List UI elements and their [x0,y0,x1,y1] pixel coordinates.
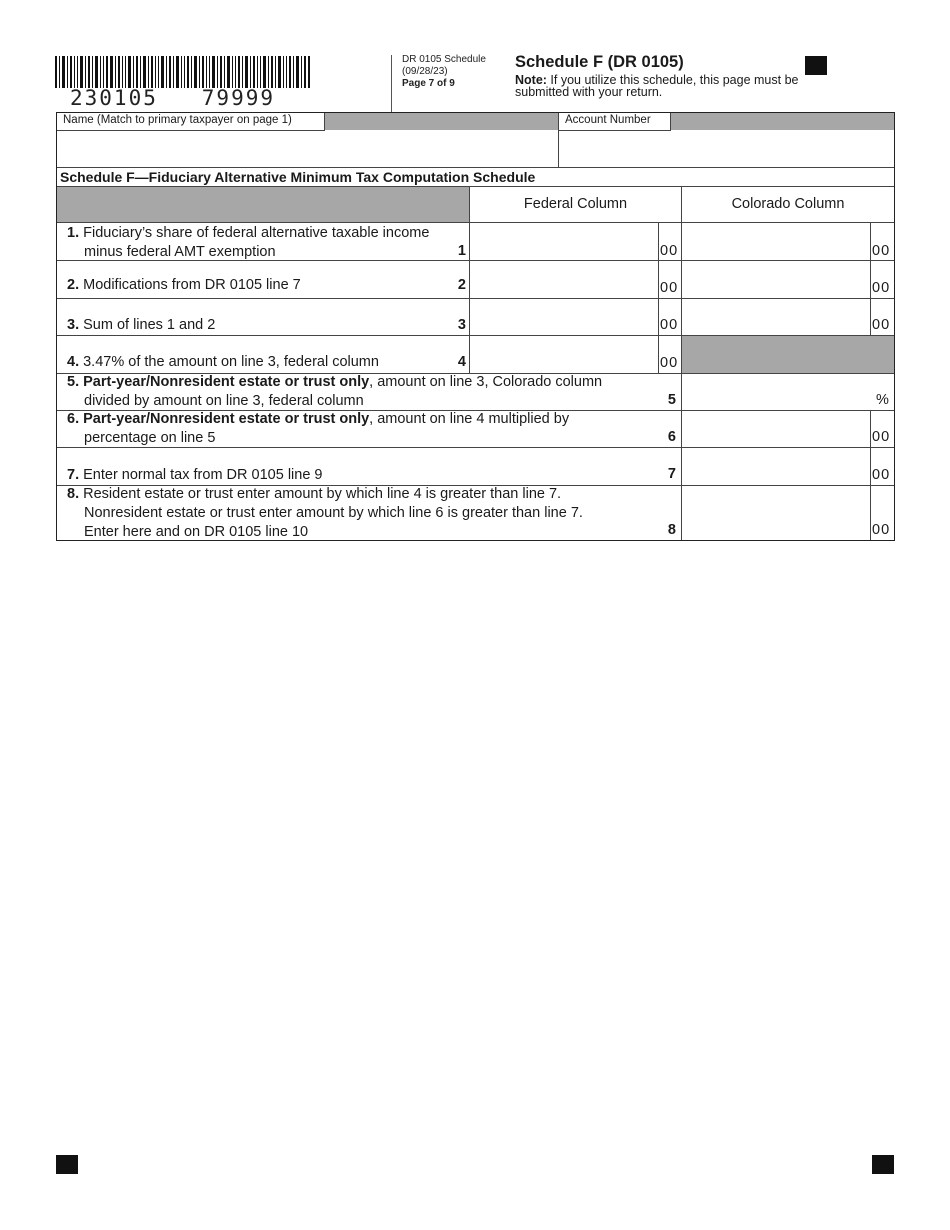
header-divider [391,55,392,112]
line-8-colorado-input[interactable] [682,486,870,540]
name-input[interactable] [57,131,557,167]
line-7-description [67,466,322,485]
line-1-text-cont: minus federal AMT exemption [84,244,276,260]
line-4-number: 4. [67,354,80,370]
name-label: Name (Match to primary taxpayer on page 1) [57,113,325,131]
line-6-bold-text: Part-year/Nonresident estate or trust only [79,411,370,427]
line-2-federal-input[interactable] [470,261,658,298]
registration-mark-bottom-left [56,1155,78,1174]
registration-mark-top-right [805,56,827,75]
line-6-text: , amount on line 4 multiplied by [369,411,570,427]
line-4-colorado-shade [682,336,894,373]
line-3-colorado-cents: 00 [872,317,891,333]
line-5-colorado-input[interactable] [682,374,894,410]
form-id-block [402,54,486,90]
line-1-colorado-input[interactable] [682,223,870,260]
line-1-description [67,224,429,262]
line-8-number: 8. [67,486,80,502]
line-3-colorado-input[interactable] [682,299,870,335]
barcode [55,56,310,88]
line-1-colorado-cents: 00 [872,243,891,259]
line-2-box-number: 2 [457,277,466,293]
row-divider [57,167,894,168]
line-4-description [67,353,379,372]
line-4-text: 3.47% of the amount on line 3, federal column [79,354,379,370]
line-5-text: , amount on line 3, Colorado column [369,374,603,390]
line-1-federal-cents: 00 [660,243,679,259]
colorado-cents-divider [870,223,871,336]
header-shade [57,187,469,222]
line-2-federal-cents: 00 [660,280,679,296]
line-8-text-cont-2: Enter here and on DR 0105 line 10 [84,524,309,540]
line-3-number: 3. [67,317,80,333]
line-7-box-number: 7 [667,466,676,482]
submission-note [515,74,805,98]
line-3-box-number: 3 [457,317,466,333]
line-2-description [67,276,301,295]
line-6-colorado-cents: 00 [872,429,891,445]
page-title: Schedule F (DR 0105) [515,53,684,71]
line-7-colorado-cents: 00 [872,467,891,483]
colorado-column-header: Colorado Column [731,196,845,212]
barcode-number: 230105 79999 [70,86,276,110]
federal-column-header: Federal Column [523,196,628,212]
line-4-federal-cents: 00 [660,355,679,371]
line-3-description [67,316,215,335]
note-label: Note: [515,73,547,87]
line-7-colorado-input[interactable] [682,448,870,485]
line-1-number: 1. [67,225,80,241]
line-8-box-number: 8 [667,522,676,538]
line-2-colorado-input[interactable] [682,261,870,298]
line-5-number: 5. [67,374,80,390]
line-1-federal-input[interactable] [470,223,658,260]
line-6-text-cont: percentage on line 5 [84,430,216,446]
colorado-cents-divider [870,411,871,540]
line-8-description [67,485,583,542]
line-3-federal-cents: 00 [660,317,679,333]
line-1-box-number: 1 [457,243,466,259]
line-7-number: 7. [67,467,80,483]
account-label-shade [670,113,894,130]
form-revision: (09/28/23) [402,66,448,77]
line-5-description [67,373,602,411]
line-6-colorado-input[interactable] [682,411,870,447]
line-8-text-cont: Nonresident estate or trust enter amount by which line 6 is greater than line 7. [84,505,583,521]
line-2-colorado-cents: 00 [872,280,891,296]
line-8-colorado-cents: 00 [872,522,891,538]
account-label: Account Number [559,113,671,131]
line-2-text: Modifications from DR 0105 line 7 [79,277,301,293]
line-6-description [67,410,569,448]
schedule-title: Schedule F—Fiduciary Alternative Minimum Tax Computation Schedule [60,169,536,185]
note-text: If you utilize this schedule, this page must be submitted with your return. [515,73,799,99]
name-label-shade [324,113,558,130]
line-5-text-cont: divided by amount on line 3, federal column [84,393,364,409]
line-8-text: Resident estate or trust enter amount by which line 4 is greater than line 7. [79,486,562,502]
registration-mark-bottom-right [872,1155,894,1174]
line-3-text: Sum of lines 1 and 2 [79,317,216,333]
form-id: DR 0105 Schedule [402,54,486,65]
line-5-bold-text: Part-year/Nonresident estate or trust only [79,374,370,390]
line-4-federal-input[interactable] [470,336,658,373]
account-number-input[interactable] [559,131,894,167]
line-2-number: 2. [67,277,80,293]
line-1-text: Fiduciary’s share of federal alternative taxable income [79,225,430,241]
line-6-number: 6. [67,411,80,427]
line-5-percent-sign: % [876,392,889,408]
page-number: Page 7 of 9 [402,78,455,89]
line-5-box-number: 5 [667,392,676,408]
line-7-text: Enter normal tax from DR 0105 line 9 [79,467,323,483]
line-6-box-number: 6 [667,429,676,445]
line-4-box-number: 4 [457,354,466,370]
line-3-federal-input[interactable] [470,299,658,335]
